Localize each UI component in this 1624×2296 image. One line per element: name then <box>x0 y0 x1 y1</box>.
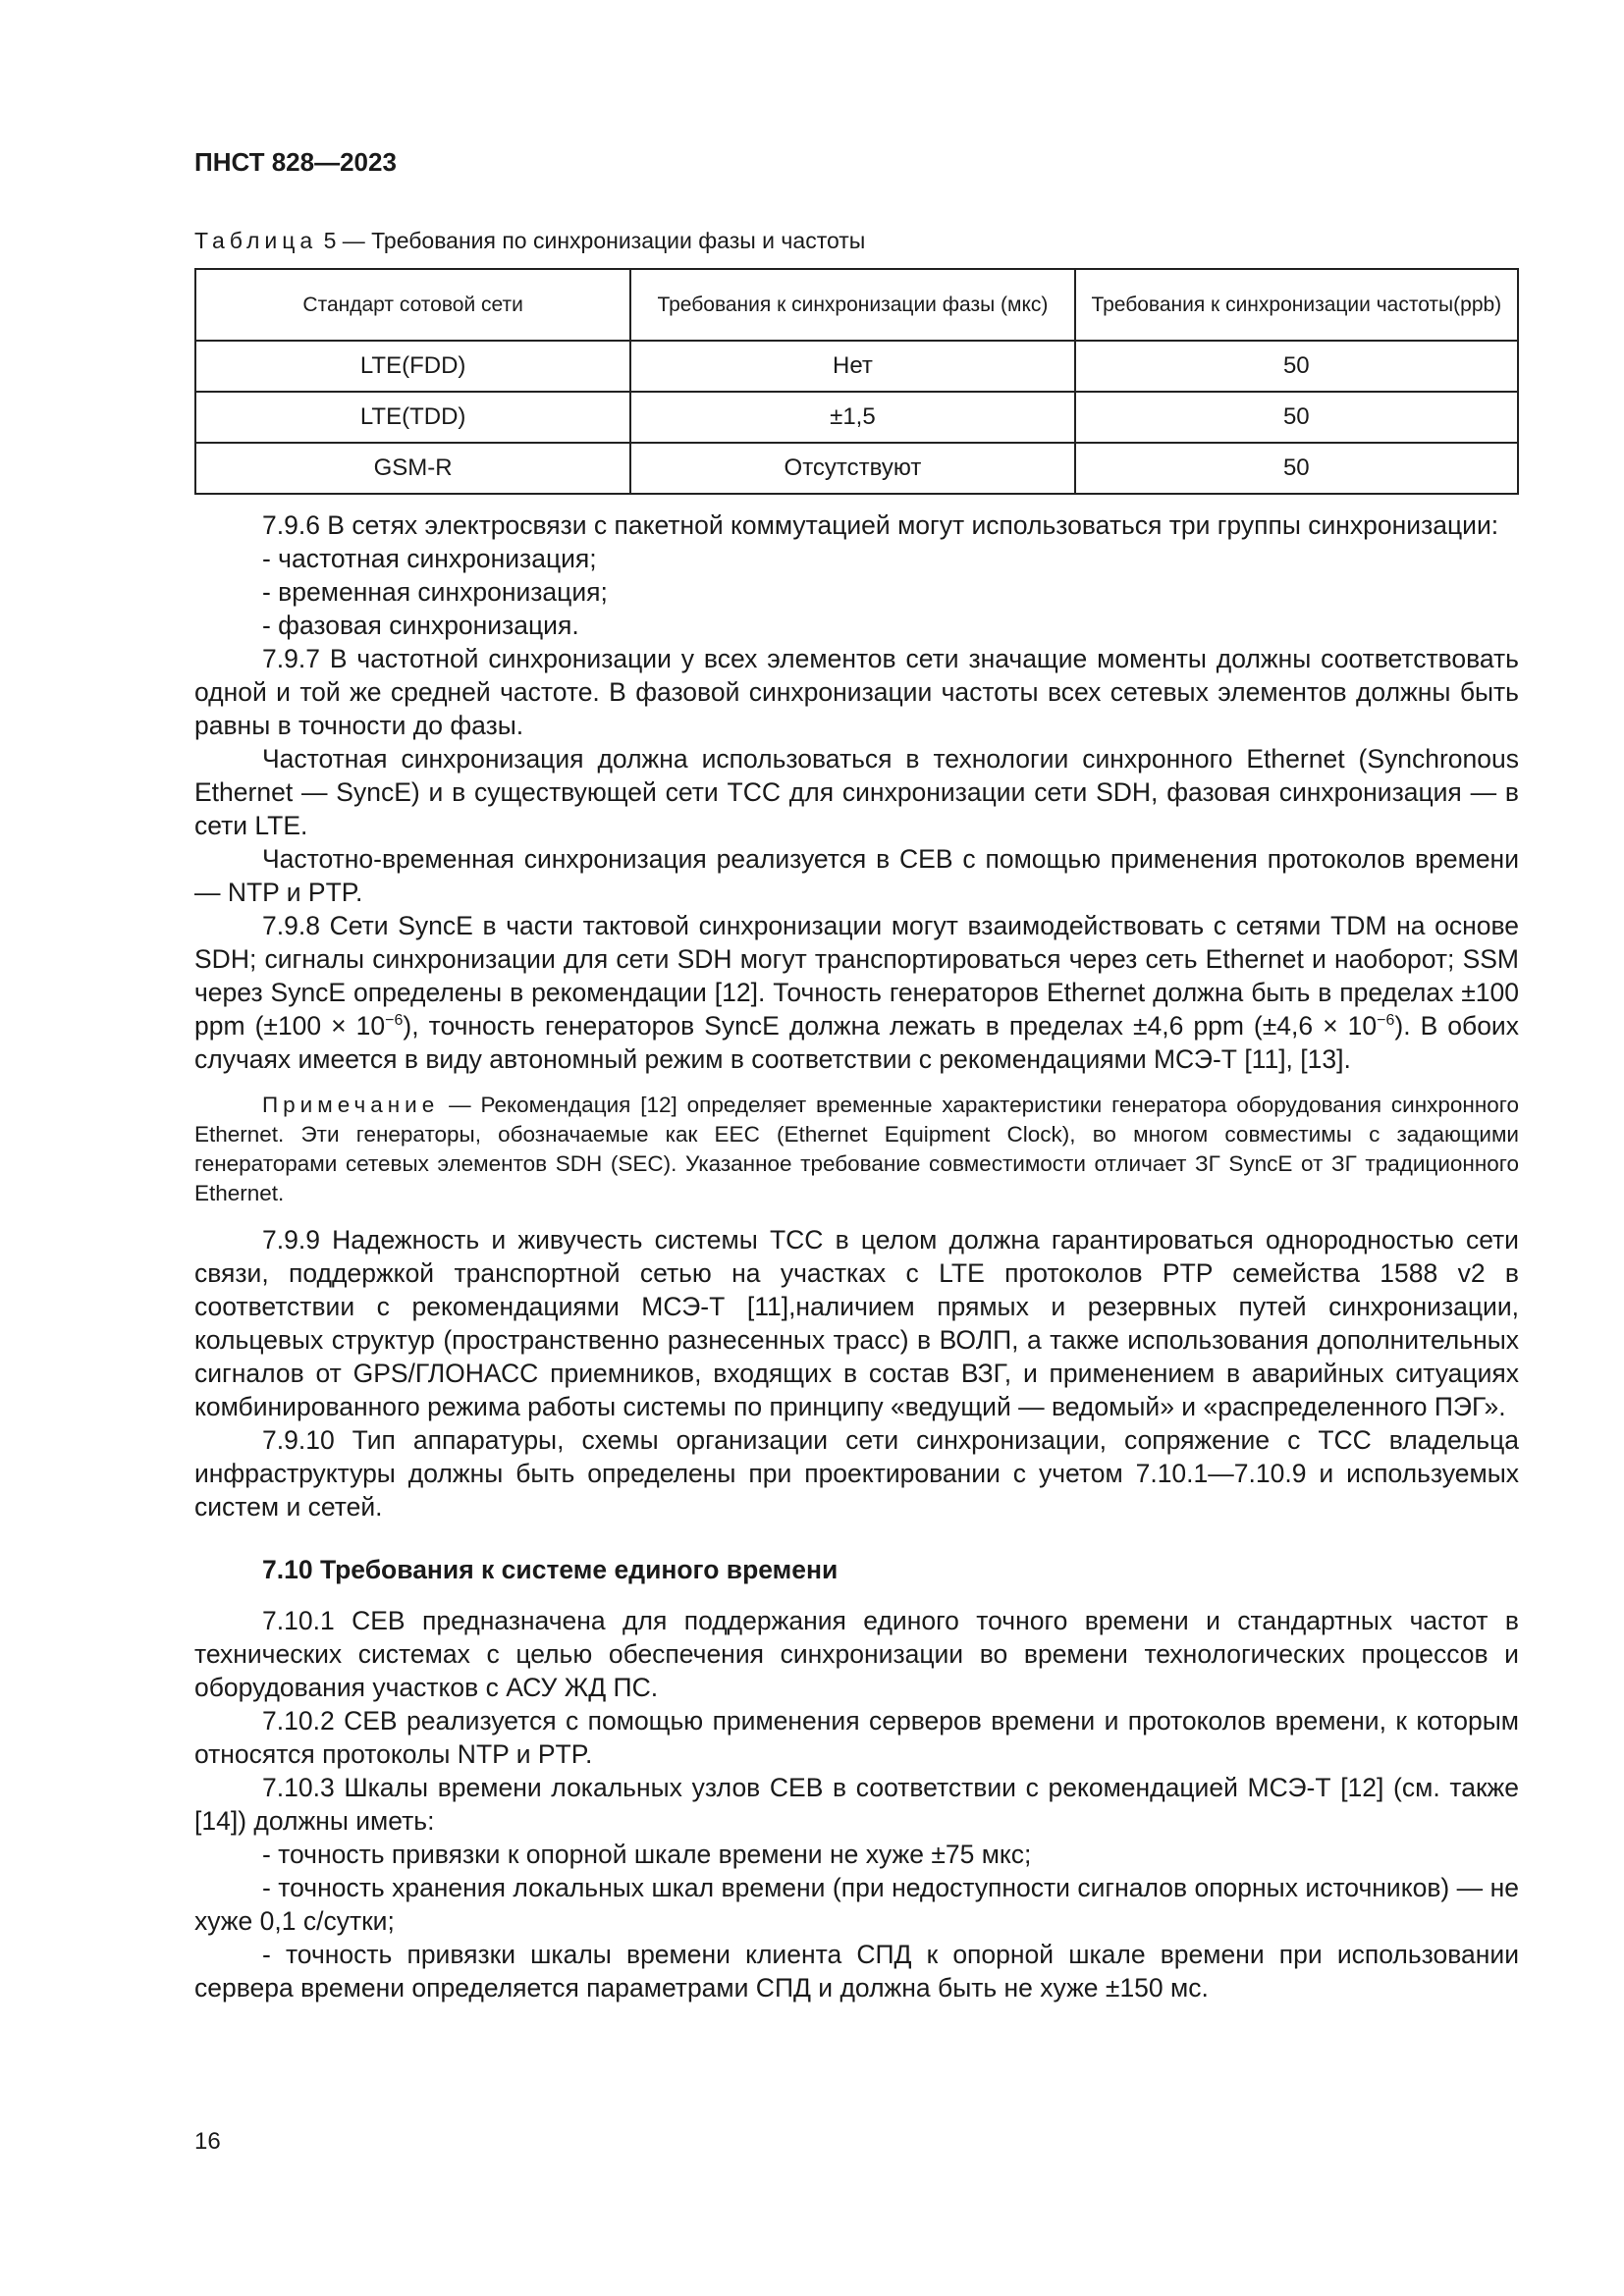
table-caption-label: Таблица <box>194 228 318 253</box>
table-cell: LTE(TDD) <box>195 392 630 443</box>
table-cell: ±1,5 <box>630 392 1074 443</box>
table-cell: Нет <box>630 341 1074 392</box>
table-header-cell: Требования к синхронизации частоты(ppb) <box>1075 269 1518 341</box>
list-item: - точность привязки к опорной шкале времени не хуже ±75 мкс; <box>262 1840 1032 1869</box>
text-span: ). В обоих случаях имеется в виду автономный режим в соответствии с рекомендациями МСЭ-Т [11], [13]. <box>194 1011 1519 1074</box>
table-cell: 50 <box>1075 392 1518 443</box>
paragraph-7-10-3: 7.10.3 Шкалы времени локальных узлов СЕВ в соответствии с рекомендацией МСЭ-Т [12] (см. также [14]) должны иметь: <box>194 1773 1519 1836</box>
list-item: - точность привязки шкалы времени клиента СПД к опорной шкале времени при использовании сервера времени определяется параметрами СПД и должна быть не хуже ±150 мс. <box>194 1940 1519 2002</box>
table-cell: 50 <box>1075 341 1518 392</box>
document-id: ПНСТ 828—2023 <box>194 147 397 177</box>
paragraph-7-9-7: 7.9.7 В частотной синхронизации у всех элементов сети значащие моменты должны соответствовать одной и той же средней частоте. В фазовой синхронизации частоты всех сетевых элементов должны быть равны в точности до фазы. <box>194 644 1519 740</box>
paragraph-7-9-6: 7.9.6 В сетях электросвязи с пакетной коммутацией могут использоваться три группы синхронизации: <box>262 510 1499 540</box>
section-heading-7-10: 7.10 Требования к системе единого времени <box>262 1555 839 1584</box>
paragraph-7-9-8 <box>194 909 1519 1076</box>
note <box>194 1091 1519 1208</box>
table-cell: Отсутствуют <box>630 443 1074 494</box>
table-header-row <box>195 269 1518 341</box>
paragraph: Частотно-временная синхронизация реализуется в СЕВ с помощью применения протоколов времени — NTP и PTP. <box>194 844 1519 907</box>
table-header-cell: Требования к синхронизации фазы (мкс) <box>630 269 1074 341</box>
superscript: −6 <box>385 1012 404 1030</box>
table-row <box>195 341 1518 392</box>
table-caption-text: 5 — Требования по синхронизации фазы и частоты <box>317 228 866 253</box>
paragraph-7-10-1: 7.10.1 СЕВ предназначена для поддержания единого точного времени и стандартных частот в технических системах с целью обеспечения синхронизации во времени технологических процессов и оборудования участков с АСУ ЖД ПС. <box>194 1606 1519 1702</box>
table-header-cell: Стандарт сотовой сети <box>195 269 630 341</box>
text-span: ), точность генераторов SyncE должна лежать в пределах ±4,6 ppm (±4,6 × 10 <box>403 1011 1378 1041</box>
list-item: - точность хранения локальных шкал времени (при недоступности сигналов опорных источников) — не хуже 0,1 с/сутки; <box>194 1873 1519 1936</box>
table-row <box>195 392 1518 443</box>
superscript: −6 <box>1377 1012 1395 1030</box>
paragraph-7-10-2: 7.10.2 СЕВ реализуется с помощью применения серверов времени и протоколов времени, к которым относятся протоколы NTP и PTP. <box>194 1706 1519 1769</box>
table-cell: LTE(FDD) <box>195 341 630 392</box>
note-text: — Рекомендация [12] определяет временные характеристики генератора оборудования синхронного Ethernet. Эти генераторы, обозначаемые как ЕЕС (Ethernet Equipment Clock), во многом совместимы с задающими генераторами сетевых элементов SDH (SEC). Указанное требование совместимости отличает ЗГ SyncE от ЗГ традиционного Ethernet. <box>194 1093 1519 1205</box>
document-body <box>194 508 1519 2004</box>
table-cell: GSM-R <box>195 443 630 494</box>
table-cell: 50 <box>1075 443 1518 494</box>
text-span: 7.9.8 Сети SyncE в части тактовой синхронизации могут взаимодействовать с сетями TDM на основе SDH; сигналы синхронизации для сети SDH могут транспортироваться через сеть Ethernet и наоборот; SSM через SyncE определены в рекомендации [12]. Точность генераторов Ethernet должна быть в пределах ±100 ppm (±100 × 10 <box>194 911 1519 1041</box>
list-item: - фазовая синхронизация. <box>262 611 579 640</box>
paragraph: Частотная синхронизация должна использоваться в технологии синхронного Ethernet (Synchronous Ethernet — SyncE) и в существующей сети ТСС для синхронизации сети SDH, фазовая синхронизация — в сети LTE. <box>194 744 1519 840</box>
table-caption <box>194 228 865 254</box>
paragraph-7-9-9: 7.9.9 Надежность и живучесть системы ТСС в целом должна гарантироваться однородностью сети связи, поддержкой транспортной сетью на участках с LTE протоколов PTP семейства 1588 v2 в соответствии с рекомендациями МСЭ-Т [11],наличием прямых и резервных путей синхронизации, кольцевых структур (пространственно разнесенных трасс) в ВОЛП, а также использования дополнительных сигналов от GPS/ГЛОНАСС приемников, входящих в состав ВЗГ, и применением в аварийных ситуациях комбинированного режима работы системы по принципу «ведущий — ведомый» и «распределенного ПЭГ». <box>194 1225 1519 1421</box>
table-row <box>195 443 1518 494</box>
paragraph-7-9-10: 7.9.10 Тип аппаратуры, схемы организации сети синхронизации, сопряжение с ТСС владельца инфраструктуры должны быть определены при проектировании с учетом 7.10.1—7.10.9 и используемых систем и сетей. <box>194 1425 1519 1522</box>
page-number: 16 <box>194 2128 221 2155</box>
list-item: - частотная синхронизация; <box>262 544 597 573</box>
sync-requirements-table <box>194 268 1519 495</box>
list-item: - временная синхронизация; <box>262 577 608 607</box>
note-label: Примечание <box>262 1093 440 1117</box>
